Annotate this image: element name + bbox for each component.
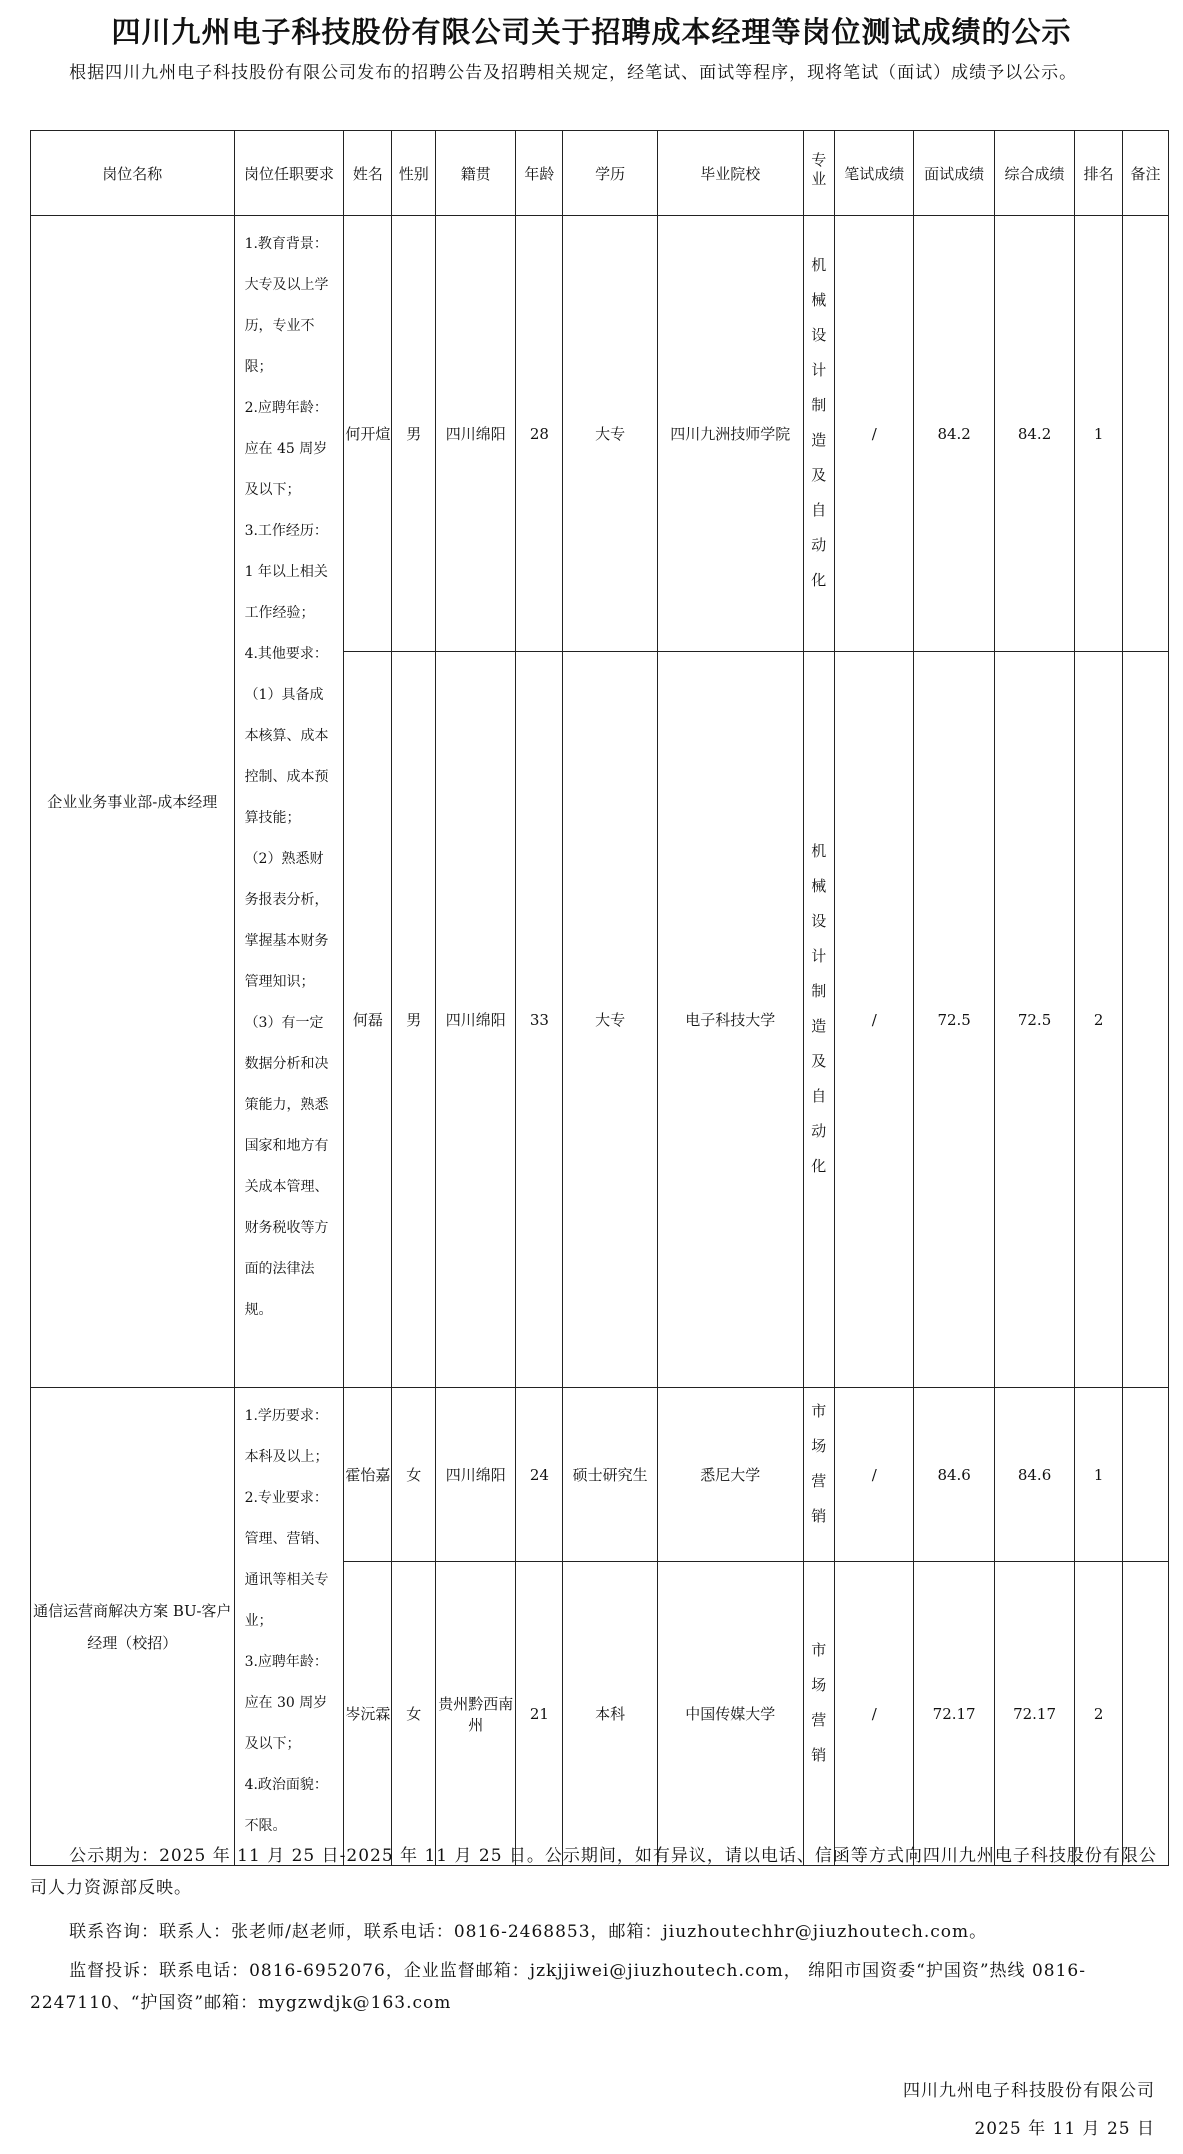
requirement-line: 限； (244, 359, 273, 375)
school-cell: 四川九洲技师学院 (657, 216, 803, 652)
age-cell: 21 (516, 1562, 563, 1866)
education-cell: 硕士研究生 (563, 1388, 658, 1562)
requirement-line: 国家和地方有 (244, 1138, 329, 1154)
position-name: 通信运营商解决方案 BU-客户经理（校招） (33, 1601, 232, 1652)
origin-cell: 贵州黔西南州 (436, 1562, 516, 1866)
requirement-line: 通讯等相关专 (244, 1572, 329, 1588)
education-cell: 本科 (563, 1562, 658, 1866)
written-score-cell: / (835, 652, 914, 1388)
header-major (803, 131, 835, 216)
requirement-line: 4.政治面貌： (244, 1777, 328, 1793)
position-cell (31, 1388, 235, 1866)
total-score-cell: 84.2 (994, 216, 1074, 652)
age-cell: 24 (516, 1388, 563, 1562)
requirement-line: 策能力，熟悉 (244, 1097, 329, 1113)
requirement-line: 本科及以上； (244, 1449, 329, 1465)
requirement-line: 业； (244, 1613, 273, 1629)
major-cell (803, 1388, 835, 1562)
header-written: 笔试成绩 (835, 131, 914, 216)
document-title: 四川九州电子科技股份有限公司关于招聘成本经理等岗位测试成绩的公示 (111, 15, 1072, 49)
requirements-cell (234, 216, 344, 1388)
origin-cell: 四川绵阳 (436, 1388, 516, 1562)
requirement-line: 关成本管理、 (244, 1179, 329, 1195)
major-cell (803, 216, 835, 652)
total-score-cell: 72.17 (994, 1562, 1074, 1866)
requirement-line: 控制、成本预 (244, 769, 329, 785)
origin-cell: 四川绵阳 (436, 652, 516, 1388)
table-body (31, 216, 1169, 1866)
written-score-cell: / (835, 1562, 914, 1866)
header-origin: 籍贯 (436, 131, 516, 216)
major-text: 机械设计制造及自动化 (809, 842, 828, 1193)
requirement-line: 务报表分析， (244, 892, 329, 908)
gender-cell: 男 (392, 652, 436, 1388)
requirement-line: 2.应聘年龄： (244, 400, 328, 416)
remark-cell (1123, 1388, 1169, 1562)
requirement-line: 管理知识； (244, 974, 315, 990)
header-interview: 面试成绩 (914, 131, 994, 216)
requirement-line: 历，专业不 (244, 318, 315, 334)
footer-contact: 联系咨询：联系人：张老师/赵老师，联系电话：0816-2468853，邮箱：jiuzhoutechhr@jiuzhoutech.com。 (69, 1922, 988, 1942)
requirement-line: 及以下； (244, 1736, 301, 1752)
total-score-cell: 84.6 (994, 1388, 1074, 1562)
table-row (31, 1388, 1169, 1562)
education-cell: 大专 (563, 652, 658, 1388)
age-cell: 28 (516, 216, 563, 652)
interview-score-cell: 72.17 (914, 1562, 994, 1866)
candidate-name: 何开煊 (344, 216, 392, 652)
school-cell: 电子科技大学 (657, 652, 803, 1388)
gender-cell: 女 (392, 1562, 436, 1866)
requirement-line: 算技能； (244, 810, 301, 826)
rank-cell: 2 (1075, 652, 1123, 1388)
education-cell: 大专 (563, 216, 658, 652)
requirement-line: 大专及以上学 (244, 277, 329, 293)
signature-date: 2025 年 11 月 25 日 (974, 2119, 1155, 2139)
requirement-line: 1.教育背景： (244, 236, 328, 252)
header-school: 毕业院校 (657, 131, 803, 216)
school-cell: 悉尼大学 (657, 1388, 803, 1562)
major-cell (803, 1562, 835, 1866)
requirement-line: 管理、营销、 (244, 1531, 329, 1547)
header-remark: 备注 (1123, 131, 1169, 216)
requirement-line: 不限。 (244, 1818, 287, 1834)
header-age: 年龄 (516, 131, 563, 216)
requirement-line: 2.专业要求： (244, 1490, 328, 1506)
remark-cell (1123, 652, 1169, 1388)
signature-company: 四川九州电子科技股份有限公司 (903, 2081, 1155, 2101)
intro-paragraph: 根据四川九州电子科技股份有限公司发布的招聘公告及招聘相关规定，经笔试、面试等程序，现将笔试（面试）成绩予以公示。 (69, 63, 1078, 83)
requirement-line: 面的法律法 (244, 1261, 315, 1277)
requirement-line: 1 年以上相关 (244, 564, 328, 580)
requirement-line: 规。 (244, 1302, 273, 1318)
footer-period: 公示期为：2025 年 11 月 25 日-2025 年 11 月 25 日。公示期间，如有异议，请以电话、信函等方式向四川九州电子科技股份有限公司人力资源部反映。 (30, 1846, 1157, 1898)
remark-cell (1123, 1562, 1169, 1866)
requirement-line: 工作经验； (244, 605, 315, 621)
remark-cell (1123, 216, 1169, 652)
interview-score-cell: 84.6 (914, 1388, 994, 1562)
requirement-line: （3）有一定 (244, 1015, 324, 1031)
major-text: 市场营销 (809, 1402, 828, 1543)
total-score-cell: 72.5 (994, 652, 1074, 1388)
origin-cell: 四川绵阳 (436, 216, 516, 652)
rank-cell: 1 (1075, 216, 1123, 652)
table-row (31, 216, 1169, 652)
rank-cell: 2 (1075, 1562, 1123, 1866)
requirement-line: 及以下； (244, 482, 301, 498)
footer-complaint: 监督投诉：联系电话：0816-6952076，企业监督邮箱：jzkjjiwei@jiuzhoutech.com， 绵阳市国资委“护国资”热线 0816-2247110、“护国资”邮箱：mygzwdjk@163.com (30, 1961, 1086, 2013)
requirement-line: 4.其他要求： (244, 646, 328, 662)
candidate-name: 霍怡嘉 (344, 1388, 392, 1562)
position-cell (31, 216, 235, 1388)
written-score-cell: / (835, 1388, 914, 1562)
requirement-line: 3.应聘年龄： (244, 1654, 328, 1670)
gender-cell: 男 (392, 216, 436, 652)
header-rank: 排名 (1075, 131, 1123, 216)
table-header-row (31, 131, 1169, 216)
scores-table (30, 130, 1169, 1866)
requirement-line: 本核算、成本 (244, 728, 329, 744)
written-score-cell: / (835, 216, 914, 652)
requirement-line: 财务税收等方 (244, 1220, 329, 1236)
header-requirements: 岗位任职要求 (234, 131, 344, 216)
header-position: 岗位名称 (31, 131, 235, 216)
major-cell (803, 652, 835, 1388)
header-name: 姓名 (344, 131, 392, 216)
interview-score-cell: 84.2 (914, 216, 994, 652)
candidate-name: 岑沅霖 (344, 1562, 392, 1866)
requirement-line: 掌握基本财务 (244, 933, 329, 949)
position-name: 企业业务事业部-成本经理 (47, 792, 218, 811)
header-total: 综合成绩 (994, 131, 1074, 216)
gender-cell: 女 (392, 1388, 436, 1562)
major-text: 机械设计制造及自动化 (809, 256, 828, 607)
header-education: 学历 (563, 131, 658, 216)
requirement-line: （2）熟悉财 (244, 851, 324, 867)
rank-cell: 1 (1075, 1388, 1123, 1562)
age-cell: 33 (516, 652, 563, 1388)
requirement-line: 数据分析和决 (244, 1056, 329, 1072)
school-cell: 中国传媒大学 (657, 1562, 803, 1866)
requirement-line: 1.学历要求： (244, 1408, 328, 1424)
candidate-name: 何磊 (344, 652, 392, 1388)
header-major-label: 专业 (809, 152, 828, 190)
requirement-line: 应在 45 周岁 (244, 441, 328, 457)
header-gender: 性别 (392, 131, 436, 216)
interview-score-cell: 72.5 (914, 652, 994, 1388)
major-text: 市场营销 (809, 1641, 828, 1782)
requirement-line: 3.工作经历： (244, 523, 328, 539)
requirement-line: 应在 30 周岁 (244, 1695, 328, 1711)
requirement-line: （1）具备成 (244, 687, 324, 703)
requirements-cell (234, 1388, 344, 1866)
